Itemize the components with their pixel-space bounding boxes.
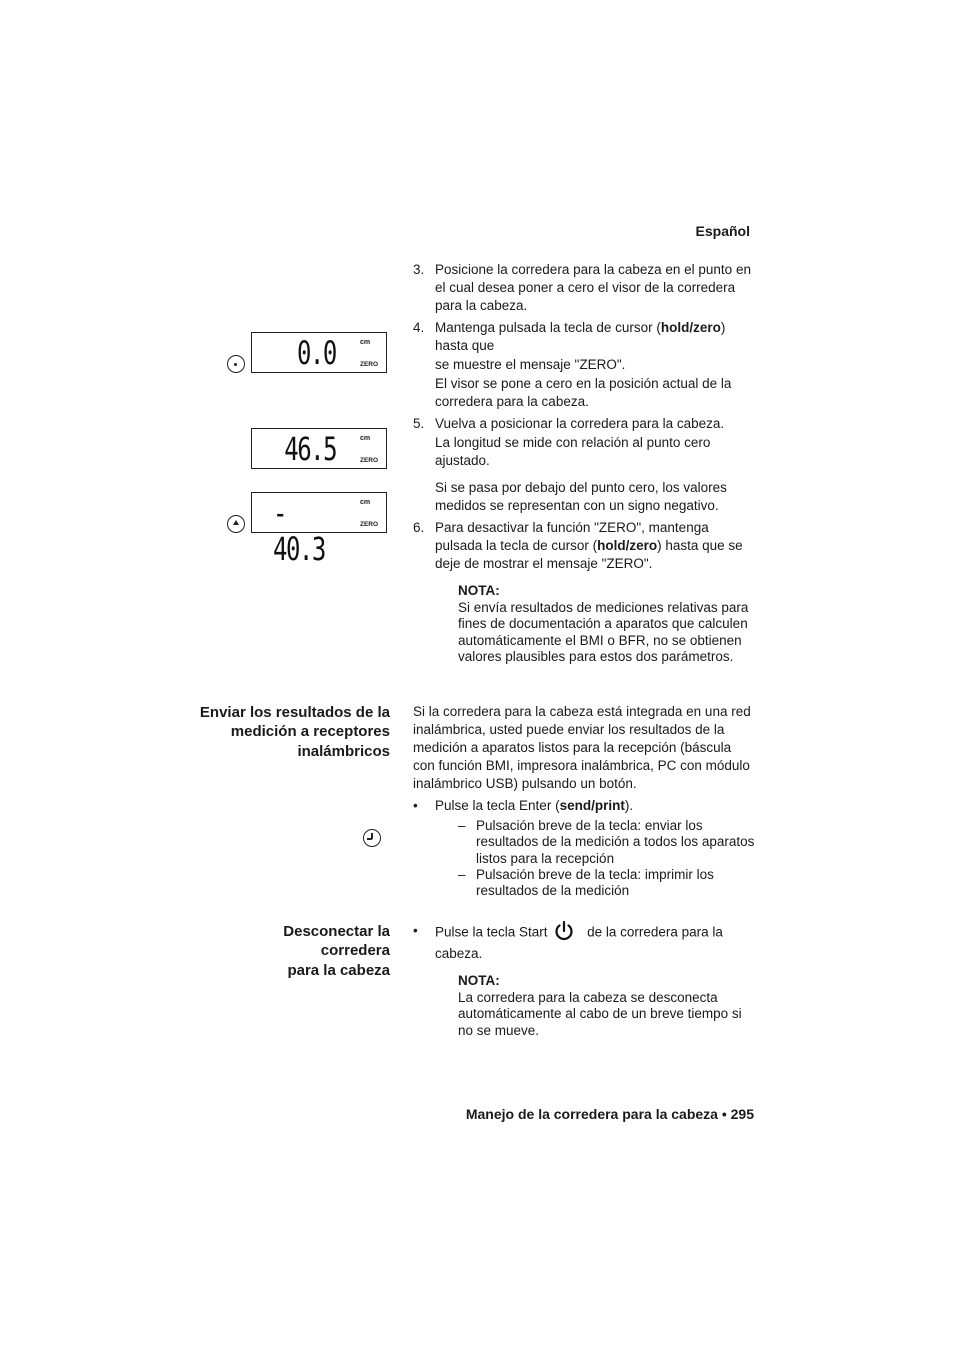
step-text-part: ) hasta que	[435, 320, 726, 353]
bullet-text	[435, 797, 755, 815]
display-value: 46.5	[284, 430, 336, 468]
display-unit: cm	[360, 435, 371, 442]
bullet-text-part: Pulse la tecla Enter (	[435, 798, 560, 813]
step-text-line: Si se pasa por debajo del punto cero, los valores medidos se representan con un signo negativo.	[435, 480, 727, 513]
key-name: send/print	[559, 798, 625, 813]
page-footer: Manejo de la corredera para la cabeza • 295	[465, 1106, 754, 1122]
lcd-display-zero	[251, 332, 387, 373]
step-text	[435, 519, 755, 573]
key-name: hold/zero	[660, 320, 721, 335]
key-name: hold/zero	[597, 538, 658, 553]
section-intro: Si la corredera para la cabeza está integrada en una red inalámbrica, usted puede enviar los resultados de la medición a aparatos listos para la recepción (báscula con función BMI, impresora inalámbrica, PC con módulo inalámbrico USB) pulsando un botón.	[413, 704, 751, 791]
send-print-key-icon	[363, 829, 381, 847]
bullet: •	[413, 923, 418, 938]
display-unit: cm	[360, 499, 371, 506]
step-text-line: se muestre el mensaje "ZERO".	[435, 357, 626, 372]
step-number: 5.	[413, 416, 425, 431]
step-text: Posicione la corredera para la cabeza en el punto en el cual desea poner a cero el visor de la corredera para la cabeza.	[435, 262, 751, 313]
note-title: NOTA:	[458, 973, 500, 988]
step-number: 6.	[413, 520, 425, 535]
lcd-display-negative	[251, 492, 387, 568]
note-body: La corredera para la cabeza se desconecta automáticamente al cabo de un breve tiempo si no se mueve.	[458, 990, 742, 1038]
display-value: - 40.3	[273, 494, 325, 568]
dash: –	[458, 818, 466, 833]
note-body: Si envía resultados de mediciones relativas para fines de documentación a aparatos que calculen automáticamente el BMI o BFR, no se obtienen valores plausibles para estos dos parámetros.	[458, 600, 749, 664]
heading-line: corredera	[320, 942, 390, 960]
step-text-line: El visor se pone a cero en la posición actual de la corredera para la cabeza.	[435, 376, 732, 409]
step-text-part: Mantenga pulsada la tecla de cursor (	[435, 320, 661, 335]
hold-zero-key-icon	[227, 355, 245, 373]
step-text-part: Para desactivar la función "ZERO", mantenga pulsada la tecla de cursor (	[435, 520, 709, 553]
display-unit: cm	[360, 339, 371, 346]
step-text	[435, 319, 755, 355]
bullet-text-line: cabeza.	[435, 946, 483, 961]
note-title: NOTA:	[458, 583, 500, 598]
heading-line: Desconectar la	[283, 923, 390, 940]
bullet-text-part: Pulse la tecla Start	[435, 924, 548, 940]
display-zero-label: ZERO	[360, 521, 379, 528]
dash: –	[458, 867, 466, 882]
dash-text: Pulsación breve de la tecla: enviar los resultados de la medición a todos los aparatos listos para la recepción	[476, 818, 755, 866]
hold-zero-key-icon	[227, 515, 245, 533]
bullet-text	[435, 922, 765, 944]
bullet: •	[413, 798, 418, 813]
display-zero-label: ZERO	[360, 361, 379, 368]
section-heading-send: Enviar los resultados de la medición a receptores inalámbricos	[199, 704, 390, 760]
display-value: 0.0	[297, 334, 336, 372]
heading-line: para la cabeza	[287, 961, 390, 979]
dash-text: Pulsación breve de la tecla: imprimir los resultados de la medición	[476, 867, 714, 899]
power-icon	[553, 920, 575, 942]
bullet-text-part: de la corredera para la	[587, 924, 723, 940]
step-number: 4.	[413, 320, 425, 335]
lcd-display-positive	[251, 428, 387, 469]
language-label: Español	[695, 223, 750, 239]
section-heading-off	[180, 922, 390, 980]
display-zero-label: ZERO	[360, 457, 379, 464]
step-text-part: ) hasta que se deje de mostrar el mensaje "ZERO".	[435, 538, 743, 571]
step-text-line: La longitud se mide con relación al punto cero ajustado.	[435, 435, 711, 468]
step-number: 3.	[413, 262, 425, 277]
bullet-text-part: ).	[624, 798, 634, 813]
step-text: Vuelva a posicionar la corredera para la cabeza.	[435, 416, 725, 431]
